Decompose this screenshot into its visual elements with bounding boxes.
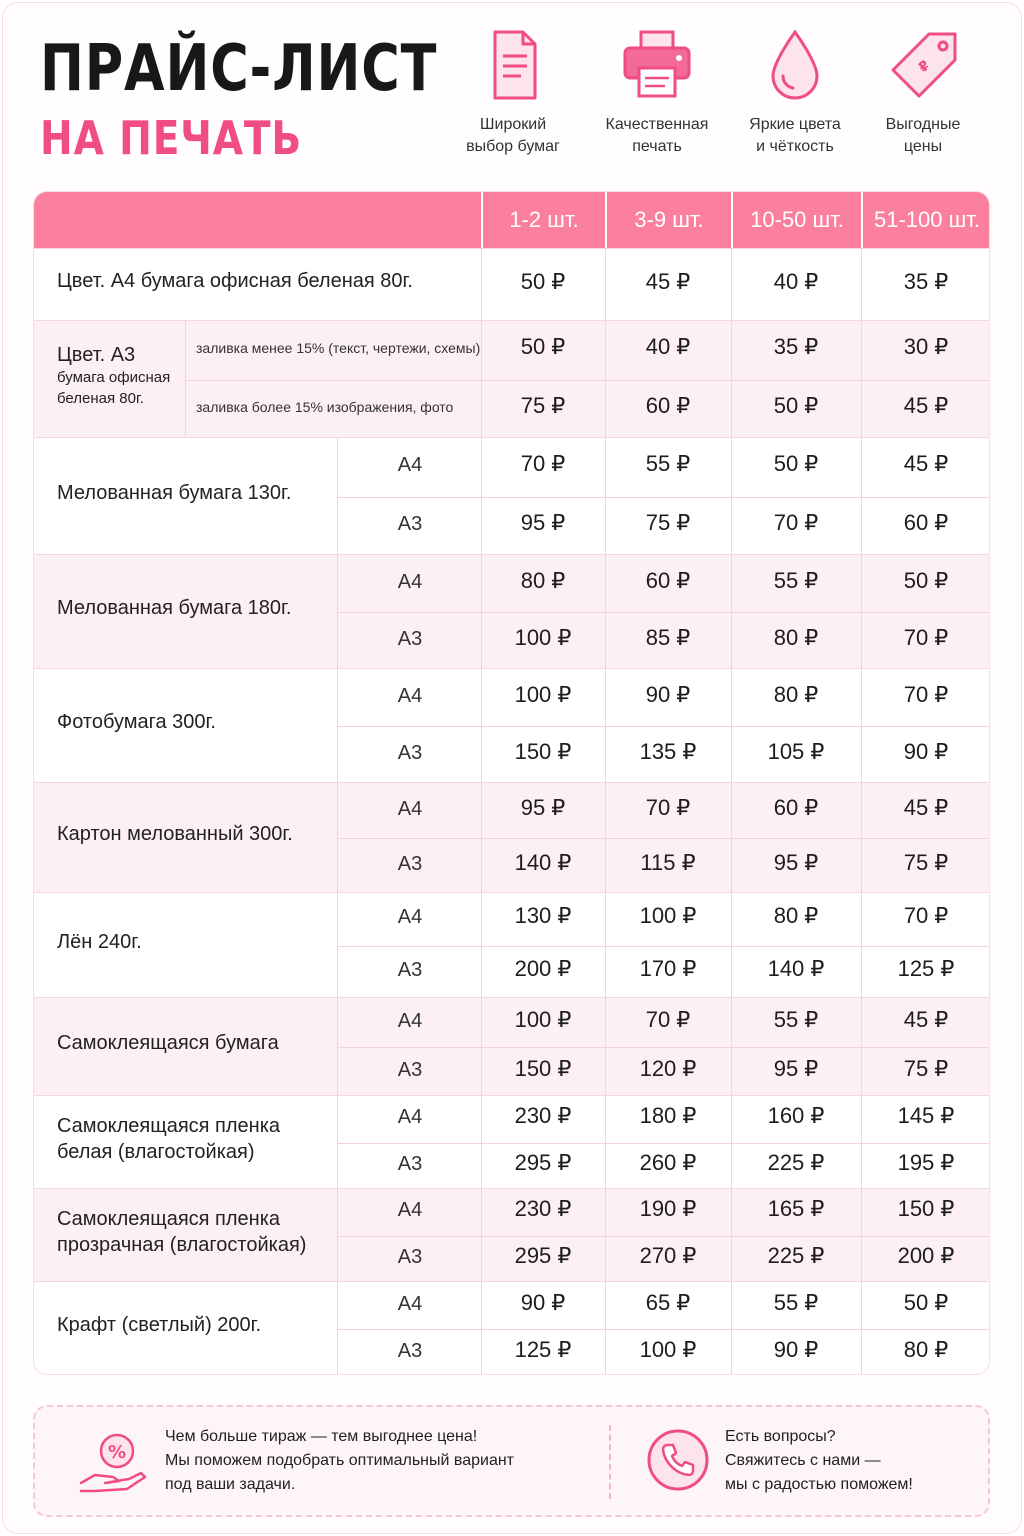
- price-cell: 50 ₽: [903, 1290, 949, 1315]
- price-cell: 90 ₽: [645, 682, 691, 707]
- price-cell: 100 ₽: [514, 1007, 572, 1032]
- price-cell: 195 ₽: [897, 1150, 955, 1175]
- price-cell: 165 ₽: [767, 1196, 825, 1221]
- format-label: А4: [397, 571, 423, 593]
- price-cell: 70 ₽: [645, 1007, 691, 1032]
- format-label: А3: [397, 513, 423, 535]
- price-cell: 90 ₽: [773, 1337, 819, 1362]
- fill-note: заливка более 15% изображения, фото: [196, 399, 454, 415]
- price-cell: 100 ₽: [514, 682, 572, 707]
- row-divider: [185, 380, 990, 381]
- row-divider: [337, 1329, 990, 1330]
- format-label: А4: [397, 1010, 423, 1032]
- percent-hand-icon: [75, 1427, 153, 1499]
- price-cell: 295 ₽: [514, 1243, 572, 1268]
- price-cell: 95 ₽: [520, 510, 566, 535]
- price-cell: 75 ₽: [520, 393, 566, 418]
- price-cell: 125 ₽: [897, 956, 955, 981]
- product-name: Картон мелованный 300г.: [57, 823, 293, 845]
- row-divider: [337, 838, 990, 839]
- price-group: [34, 437, 990, 554]
- price-cell: 225 ₽: [767, 1150, 825, 1175]
- price-cell: 295 ₽: [514, 1150, 572, 1175]
- price-cell: 50 ₽: [520, 269, 566, 294]
- product-name: Цвет. А4 бумага офисная беленая 80г.: [57, 270, 413, 292]
- row-divider: [337, 612, 990, 613]
- price-cell: 60 ₽: [773, 795, 819, 820]
- price-cell: 125 ₽: [514, 1337, 572, 1362]
- price-cell: 50 ₽: [773, 393, 819, 418]
- feature-label: Яркие цвета и чёткость: [749, 116, 841, 155]
- price-group: [34, 668, 990, 782]
- feature-label: Выгодные цены: [885, 116, 961, 155]
- price-cell: 60 ₽: [903, 510, 949, 535]
- row-divider: [337, 1047, 990, 1048]
- format-label: А3: [397, 1059, 423, 1081]
- price-cell: 80 ₽: [773, 903, 819, 928]
- format-label: А4: [397, 1293, 423, 1315]
- feature-paper-choice: [438, 26, 588, 158]
- price-cell: 80 ₽: [773, 682, 819, 707]
- product-name: Лён 240г.: [57, 931, 142, 953]
- column-header: 10-50 шт.: [731, 192, 861, 248]
- row-divider: [337, 1143, 990, 1144]
- footer-divider: [609, 1425, 611, 1499]
- row-divider: [337, 497, 990, 498]
- price-cell: 150 ₽: [897, 1196, 955, 1221]
- price-cell: 85 ₽: [645, 625, 691, 650]
- price-cell: 30 ₽: [903, 334, 949, 359]
- product-name: Самоклеящаяся пленка белая (влагостойкая): [57, 1115, 281, 1163]
- format-label: А3: [397, 1340, 423, 1362]
- product-name: Фотобумага 300г.: [57, 711, 216, 733]
- price-cell: 50 ₽: [520, 334, 566, 359]
- price-cell: 225 ₽: [767, 1243, 825, 1268]
- price-group: [34, 1188, 990, 1281]
- price-cell: 140 ₽: [514, 850, 572, 875]
- price-cell: 60 ₽: [645, 568, 691, 593]
- price-cell: 45 ₽: [903, 451, 949, 476]
- price-cell: 55 ₽: [773, 1007, 819, 1032]
- column-header: 1-2 шт.: [481, 192, 605, 248]
- price-cell: 80 ₽: [520, 568, 566, 593]
- format-label: А3: [397, 959, 423, 981]
- price-cell: 60 ₽: [645, 393, 691, 418]
- price-cell: 135 ₽: [639, 739, 697, 764]
- price-cell: 200 ₽: [897, 1243, 955, 1268]
- price-cell: 145 ₽: [897, 1103, 955, 1128]
- phone-icon[interactable]: [645, 1427, 711, 1493]
- price-cell: 45 ₽: [903, 795, 949, 820]
- format-label: А4: [397, 906, 423, 928]
- price-group: [34, 892, 990, 997]
- price-cell: 40 ₽: [645, 334, 691, 359]
- footer-banner: [33, 1405, 990, 1517]
- product-name-main: Цвет. А3: [57, 344, 136, 366]
- format-label: А4: [397, 454, 423, 476]
- format-label: А4: [397, 685, 423, 707]
- feature-label: Качественная печать: [605, 116, 709, 155]
- price-cell: 70 ₽: [903, 682, 949, 707]
- svg-text:₽: ₽: [915, 57, 934, 76]
- format-label: А3: [397, 742, 423, 764]
- price-cell: 115 ₽: [640, 850, 696, 875]
- row-divider: [337, 946, 990, 947]
- price-cell: 50 ₽: [903, 568, 949, 593]
- ink-drop-icon: [755, 26, 835, 106]
- price-cell: 120 ₽: [639, 1056, 697, 1081]
- price-group: [34, 554, 990, 668]
- price-group: [34, 1281, 990, 1375]
- price-cell: 200 ₽: [514, 956, 572, 981]
- price-cell: 260 ₽: [639, 1150, 697, 1175]
- price-cell: 130 ₽: [514, 903, 572, 928]
- price-cell: 45 ₽: [903, 393, 949, 418]
- product-name-sub: бумага офисная беленая 80г.: [57, 369, 171, 407]
- format-label: А3: [397, 628, 423, 650]
- footer-contact-text: Есть вопросы? Свяжитесь с нами — мы с радостью поможем!: [725, 1428, 913, 1493]
- price-cell: 70 ₽: [903, 625, 949, 650]
- price-cell: 95 ₽: [773, 1056, 819, 1081]
- price-table: [33, 191, 990, 1375]
- price-tag-icon: [883, 26, 963, 106]
- price-cell: 230 ₽: [514, 1196, 572, 1221]
- price-group: [34, 1095, 990, 1188]
- price-cell: 75 ₽: [645, 510, 691, 535]
- format-label: А4: [397, 1199, 423, 1221]
- price-cell: 190 ₽: [639, 1196, 697, 1221]
- price-cell: 270 ₽: [639, 1243, 697, 1268]
- fill-note: заливка менее 15% (текст, чертежи, схемы): [196, 340, 481, 356]
- price-cell: 95 ₽: [773, 850, 819, 875]
- price-cell: 100 ₽: [639, 1337, 697, 1362]
- price-cell: 65 ₽: [645, 1290, 691, 1315]
- format-label: А3: [397, 1153, 423, 1175]
- price-cell: 45 ₽: [903, 1007, 949, 1032]
- price-cell: 90 ₽: [903, 739, 949, 764]
- price-cell: 70 ₽: [773, 510, 819, 535]
- page-title: ПРАЙС-ЛИСТ: [40, 32, 438, 106]
- price-cell: 50 ₽: [773, 451, 819, 476]
- price-cell: 70 ₽: [645, 795, 691, 820]
- price-cell: 230 ₽: [514, 1103, 572, 1128]
- document-icon: [473, 26, 553, 106]
- price-cell: 100 ₽: [514, 625, 572, 650]
- table-header: [34, 192, 990, 248]
- page-subtitle: НА ПЕЧАТЬ: [40, 111, 303, 165]
- printer-icon: [617, 26, 697, 106]
- format-label: А4: [397, 1106, 423, 1128]
- product-name: Самоклеящаяся пленка прозрачная (влагостойкая): [57, 1208, 307, 1256]
- price-cell: 80 ₽: [773, 625, 819, 650]
- price-cell: 105 ₽: [767, 739, 825, 764]
- format-label: А3: [397, 853, 423, 875]
- price-group: [34, 320, 990, 437]
- price-cell: 100 ₽: [639, 903, 697, 928]
- price-group: [34, 997, 990, 1095]
- footer-discount-text: Чем больше тираж — тем выгоднее цена! Мы поможем подобрать оптимальный вариант под ваши задачи.: [165, 1428, 514, 1493]
- price-cell: 55 ₽: [773, 568, 819, 593]
- price-cell: 45 ₽: [645, 269, 691, 294]
- row-divider: [337, 726, 990, 727]
- svg-text:%: %: [107, 1442, 127, 1463]
- price-cell: 95 ₽: [520, 795, 566, 820]
- price-cell: 90 ₽: [520, 1290, 566, 1315]
- product-name: Мелованная бумага 180г.: [57, 597, 292, 619]
- price-cell: 180 ₽: [639, 1103, 697, 1128]
- price-cell: 55 ₽: [773, 1290, 819, 1315]
- row-divider: [337, 1236, 990, 1237]
- price-cell: 75 ₽: [903, 850, 949, 875]
- price-cell: 150 ₽: [514, 739, 572, 764]
- feature-print-quality: [582, 26, 732, 158]
- price-cell: 160 ₽: [767, 1103, 825, 1128]
- column-header: 3-9 шт.: [605, 192, 731, 248]
- price-cell: 70 ₽: [903, 903, 949, 928]
- format-label: А3: [397, 1246, 423, 1268]
- price-cell: 55 ₽: [645, 451, 691, 476]
- product-name: [57, 345, 185, 409]
- feature-label: Широкий выбор бумаг: [466, 116, 560, 155]
- column-divider: [185, 321, 186, 437]
- price-cell: 150 ₽: [514, 1056, 572, 1081]
- price-cell: 75 ₽: [903, 1056, 949, 1081]
- column-header: 51-100 шт.: [861, 192, 990, 248]
- format-label: А4: [397, 798, 423, 820]
- price-cell: 80 ₽: [903, 1337, 949, 1362]
- price-group: [34, 248, 990, 320]
- price-cell: 35 ₽: [903, 269, 949, 294]
- price-cell: 35 ₽: [773, 334, 819, 359]
- price-cell: 170 ₽: [639, 956, 697, 981]
- product-name: Самоклеящаяся бумага: [57, 1032, 279, 1054]
- product-name: Крафт (светлый) 200г.: [57, 1314, 262, 1336]
- price-cell: 40 ₽: [773, 269, 819, 294]
- price-cell: 70 ₽: [520, 451, 566, 476]
- price-cell: 140 ₽: [767, 956, 825, 981]
- product-name: Мелованная бумага 130г.: [57, 482, 292, 504]
- feature-prices: [848, 26, 998, 158]
- price-group: [34, 782, 990, 892]
